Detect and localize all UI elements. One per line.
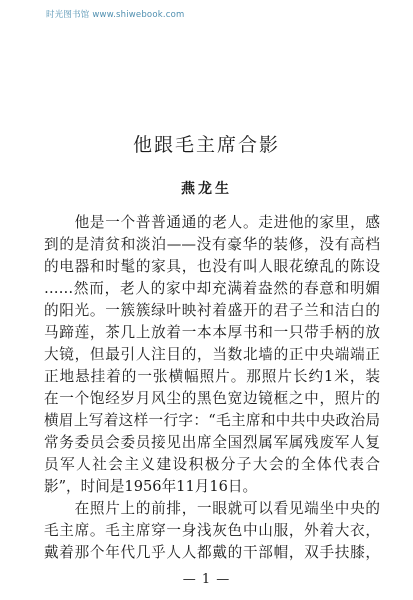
article-title: 他跟毛主席合影 <box>132 134 280 156</box>
body-line: 的电器和时髦的家具，也没有叫人眼花缭乱的陈设 <box>44 258 380 275</box>
article-body <box>44 212 380 564</box>
body-line: 大镜，但最引人注目的，当数北墙的正中央端端正 <box>44 346 380 363</box>
body-line: 毛主席。毛主席穿一身浅灰色中山服，外着大衣， <box>44 522 380 539</box>
body-line: 横眉上写着这样一行字：“毛主席和中共中央政治局 <box>44 412 380 429</box>
watermark: 时光图书馆 www.shiwebook.com <box>46 10 185 20</box>
body-line: 影”，时间是1956年11月16日。 <box>44 478 258 495</box>
body-line: 戴着那个年代几乎人人都戴的干部帽，双手扶膝， <box>44 544 380 561</box>
body-line: ……然而，老人的家中却充满着盎然的春意和明媚 <box>44 280 380 297</box>
author-name: 燕龙生 <box>181 181 232 197</box>
body-line: 在一个饱经岁月风尘的黑色宽边镜框之中，照片的 <box>44 390 380 407</box>
body-line: 的阳光。一簇簇绿叶映衬着盛开的君子兰和洁白的 <box>44 302 380 319</box>
page-number: — 1 — <box>182 572 231 587</box>
body-line: 马蹄莲，茶几上放着一本本厚书和一只带手柄的放 <box>44 324 380 341</box>
body-line: 到的是清贫和淡泊——没有豪华的装修，没有高档 <box>44 236 380 253</box>
body-line: 他是一个普普通通的老人。走进他的家里，感 <box>44 214 380 231</box>
body-line: 在照片上的前排，一眼就可以看见端坐中央的 <box>44 500 380 517</box>
body-line: 员军人社会主义建设积极分子大会的全体代表合 <box>44 456 380 473</box>
body-line: 正地悬挂着的一张横幅照片。那照片长约1米，装 <box>44 368 380 385</box>
body-line: 常务委员会委员接见出席全国烈属军属残废军人复 <box>44 434 380 451</box>
